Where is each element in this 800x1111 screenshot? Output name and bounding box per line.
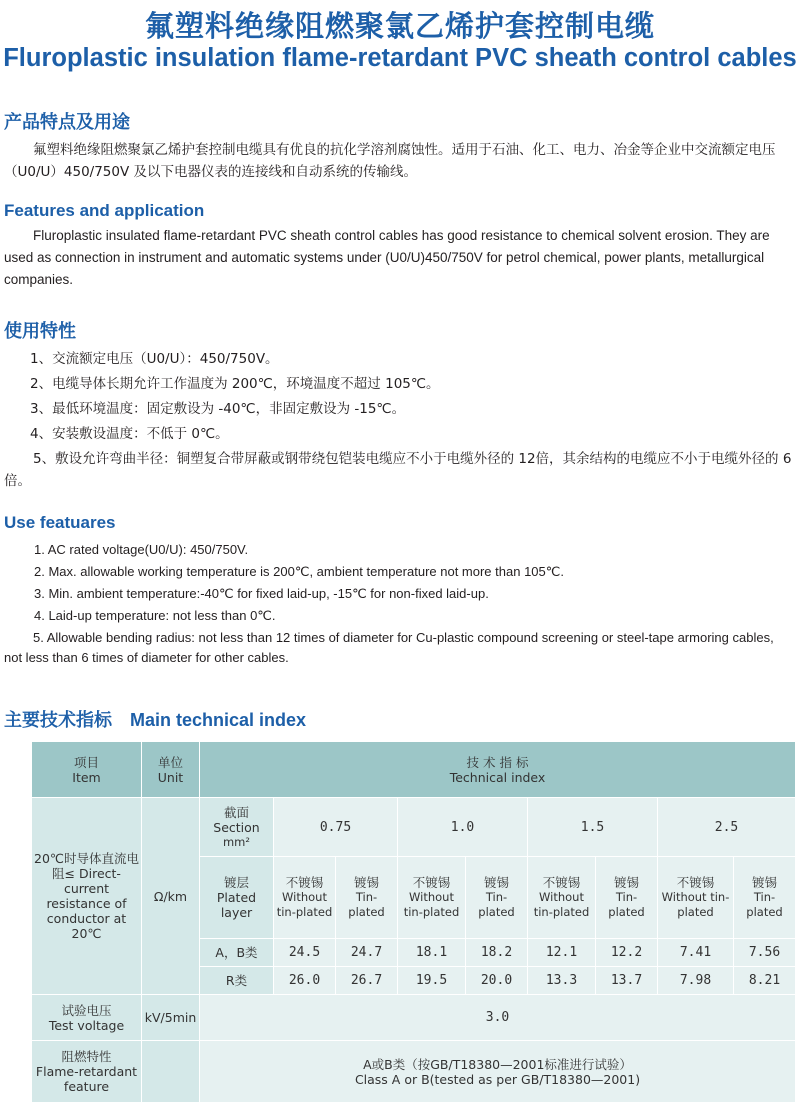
resistance-cell: 26.7 — [336, 967, 398, 995]
flame-label: 阻燃特性 Flame-retardant feature — [32, 1041, 142, 1103]
plating-without: 不镀锡 Without tin-plated — [274, 857, 336, 939]
resistance-cell: 18.1 — [398, 939, 466, 967]
use-item-en: 5. Allowable bending radius: not less than 12 times of diameter for Cu-plastic compound screening or steel-tape armoring cables, not less than 6 times of diameter for other cables. — [4, 630, 774, 665]
tech-index-table — [31, 741, 796, 1103]
resistance-cell: 24.7 — [336, 939, 398, 967]
table-heading-en: Main technical index — [130, 710, 307, 730]
table-heading — [4, 706, 306, 732]
title-cn: 氟塑料绝缘阻燃聚氯乙烯护套控制电缆 — [144, 9, 655, 43]
resistance-cell: 20.0 — [466, 967, 528, 995]
resistance-cell: 24.5 — [274, 939, 336, 967]
unit-header: 单位 Unit — [142, 742, 200, 798]
resistance-cell: 26.0 — [274, 967, 336, 995]
section-label: 截面 Section mm² — [200, 798, 274, 857]
use-item-en: 4. Laid-up temperature: not less than 0℃. — [34, 608, 276, 623]
use-item-en: 3. Min. ambient temperature:-40℃ for fixed laid-up, -15℃ for non-fixed laid-up. — [34, 586, 489, 601]
resistance-cell: 18.2 — [466, 939, 528, 967]
resistance-cell: 7.98 — [658, 967, 734, 995]
test-voltage-label: 试验电压 Test voltage — [32, 995, 142, 1041]
resistance-cell: 19.5 — [398, 967, 466, 995]
section-value: 1.5 — [528, 798, 658, 857]
resistance-unit: Ω/km — [142, 798, 200, 995]
resistance-cell: 7.56 — [734, 939, 796, 967]
plated-label: 镀层 Plated layer — [200, 857, 274, 939]
plating-with: 镀锡 Tin-plated — [336, 857, 398, 939]
features-heading-cn: 产品特点及用途 — [4, 112, 130, 133]
resistance-cell: 13.7 — [596, 967, 658, 995]
use-item-en: 2. Max. allowable working temperature is 200℃, ambient temperature not more than 105℃. — [34, 564, 564, 579]
item-header: 项目 Item — [32, 742, 142, 798]
resistance-cell: 7.41 — [658, 939, 734, 967]
use-item-cn: 1、交流额定电压（U0/U）：450/750V。 — [30, 351, 279, 367]
features-heading-en: Features and application — [4, 201, 205, 220]
features-text-en: Fluroplastic insulated flame-retardant PVC sheath control cables has good resistance to chemical solvent erosion. They are used as connection in instrument and automatic systems under (U0/U)450/750V for petrol chemical, power plants, metallurgical companies. — [4, 228, 770, 287]
use-item-cn: 5、敷设允许弯曲半径：铜塑复合带屏蔽或钢带绕包铠装电缆应不小于电缆外径的 12倍，其余结构的电缆应不小于电缆外径的 6 倍。 — [4, 451, 792, 489]
flame-value: A或B类（按GB/T18380—2001标准进行试验） Class A or B(tested as per GB/T18380—2001) — [200, 1041, 796, 1103]
plating-with: 镀锡 Tin-plated — [466, 857, 528, 939]
title-en: Fluroplastic insulation flame-retardant PVC sheath control cables — [3, 44, 797, 72]
use-item-cn: 4、安装敷设温度：不低于 0℃。 — [30, 426, 229, 442]
resistance-cell: 13.3 — [528, 967, 596, 995]
section-value: 2.5 — [658, 798, 796, 857]
tech-index-header: 技 术 指 标 Technical index — [200, 742, 796, 798]
use-heading-cn: 使用特性 — [4, 321, 76, 342]
resistance-cell: 12.1 — [528, 939, 596, 967]
use-item-cn: 3、最低环境温度：固定敷设为 -40℃，非固定敷设为 -15℃。 — [30, 401, 406, 417]
section-value: 0.75 — [274, 798, 398, 857]
resistance-cell: 8.21 — [734, 967, 796, 995]
use-item-cn: 2、电缆导体长期允许工作温度为 200℃，环境温度不超过 105℃。 — [30, 376, 440, 392]
plating-with: 镀锡 Tin-plated — [734, 857, 796, 939]
section-value: 1.0 — [398, 798, 528, 857]
plating-without: 不镀锡 Without tin-plated — [658, 857, 734, 939]
use-item-en: 1. AC rated voltage(U0/U): 450/750V. — [34, 542, 249, 557]
row-r-label: R类 — [200, 967, 274, 995]
plating-with: 镀锡 Tin-plated — [596, 857, 658, 939]
plating-without: 不镀锡 Without tin-plated — [398, 857, 466, 939]
flame-unit — [142, 1041, 200, 1103]
table-heading-cn: 主要技术指标 — [4, 710, 112, 731]
test-voltage-unit: kV/5min — [142, 995, 200, 1041]
row-ab-label: A，B类 — [200, 939, 274, 967]
features-text-cn: 氟塑料绝缘阻燃聚氯乙烯护套控制电缆具有优良的抗化学溶剂腐蚀性。适用于石油、化工、电力、冶金等企业中交流额定电压（U0/U）450/750V 及以下电器仪表的连接线和自动系统的传输线。 — [4, 142, 776, 180]
resistance-cell: 12.2 — [596, 939, 658, 967]
resistance-label: 20℃时导体直流电阻≤ Direct-current resistance of conductor at 20℃ — [32, 798, 142, 995]
test-voltage-value: 3.0 — [200, 995, 796, 1041]
use-heading-en: Use featuares — [4, 513, 116, 532]
plating-without: 不镀锡 Without tin-plated — [528, 857, 596, 939]
